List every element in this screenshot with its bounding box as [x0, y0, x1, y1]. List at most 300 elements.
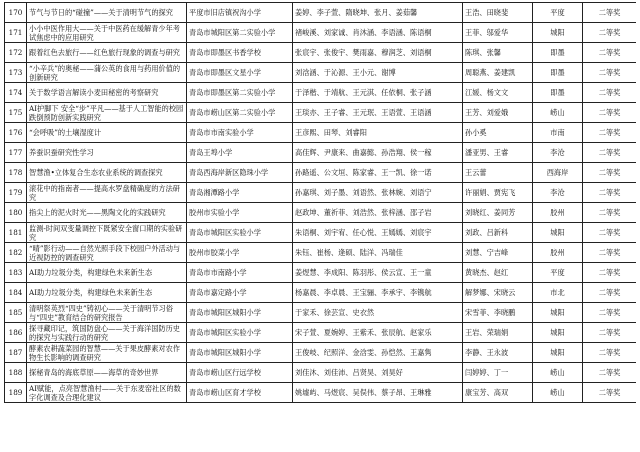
project-title-cell — [27, 263, 187, 283]
project-title-cell — [27, 243, 187, 263]
project-title: 清明祭英烈“四史”铸初心——关于清明节习俗与“四史”教育结合的研究报告 — [29, 303, 173, 322]
student-names: 张宸宇、张俊宇、樊雨嘉、穆润芝、刘语桐 — [295, 48, 432, 57]
teacher-names-cell — [463, 63, 533, 83]
teacher-names-cell — [463, 23, 533, 43]
table-row — [5, 283, 637, 303]
row-number-cell — [5, 43, 27, 63]
row-number-cell — [5, 103, 27, 123]
student-names-cell — [293, 83, 463, 103]
teacher-names: 王浩、田晓斐 — [465, 8, 509, 17]
table-row — [5, 383, 637, 403]
row-number: 179 — [8, 188, 23, 197]
project-title: 小小中医作用大——关于中医药在缓解青少年考试焦虑中的应用研究 — [29, 23, 180, 42]
student-names-cell — [293, 3, 463, 23]
district-cell — [533, 183, 583, 203]
district-cell — [533, 103, 583, 123]
student-names-cell — [293, 323, 463, 343]
row-number: 170 — [8, 8, 23, 17]
row-number-cell — [5, 163, 27, 183]
student-names: 宋子萱、夏婉婷、王紫禾、张辰航、赵家乐 — [295, 328, 432, 337]
school-name-cell — [187, 123, 293, 143]
student-names: 孙路遥、公文垣、陈家睿、王一凯、徐一诺 — [295, 168, 432, 177]
project-title: 探寻藏印记，筑国防盘心——关于海洋国防历史的探究与实践行动的研究 — [29, 323, 180, 342]
award-level: 二等奖 — [598, 268, 621, 277]
table-row — [5, 263, 637, 283]
table-row — [5, 123, 637, 143]
school-name-cell — [187, 103, 293, 123]
award-level-cell — [583, 283, 637, 303]
school-name: 胶州市实验小学 — [189, 208, 240, 217]
award-level-cell — [583, 83, 637, 103]
school-name-cell — [187, 143, 293, 163]
project-title-cell — [27, 283, 187, 303]
teacher-names: 闫婷婷、丁一 — [465, 368, 509, 377]
award-level-cell — [583, 303, 637, 323]
project-title: 关于数学语言解读小麦田秘密的考察研究 — [29, 88, 159, 97]
table-row — [5, 43, 637, 63]
award-level-cell — [583, 223, 637, 243]
teacher-names-cell — [463, 83, 533, 103]
table-row — [5, 63, 637, 83]
school-name: 青岛市城阳区实验小学 — [189, 228, 261, 237]
student-names-cell — [293, 23, 463, 43]
row-number-cell — [5, 123, 27, 143]
project-title-cell — [27, 63, 187, 83]
award-level: 二等奖 — [598, 328, 621, 337]
row-number-cell — [5, 63, 27, 83]
district: 即墨 — [550, 48, 565, 57]
award-level-cell — [583, 343, 637, 363]
district-cell — [533, 243, 583, 263]
teacher-names-cell — [463, 103, 533, 123]
district-cell — [533, 263, 583, 283]
district: 崂山 — [550, 108, 565, 117]
school-name: 青岛市城阳区城阳小学 — [189, 348, 261, 357]
school-name-cell — [187, 263, 293, 283]
table-row — [5, 183, 637, 203]
school-name: 青岛市城阳区实验小学 — [189, 328, 261, 337]
award-level-cell — [583, 63, 637, 83]
table-row — [5, 223, 637, 243]
district: 城阳 — [550, 328, 565, 337]
award-level: 二等奖 — [598, 108, 621, 117]
student-names: 杨嘉晨、李卓晨、王宝骊、李承宇、李镌航 — [295, 288, 432, 297]
school-name: 胶州市胶菜小学 — [189, 248, 240, 257]
student-names-cell — [293, 43, 463, 63]
row-number: 188 — [8, 368, 23, 377]
award-level: 二等奖 — [598, 148, 621, 157]
district: 胶州 — [550, 208, 565, 217]
row-number-cell — [5, 143, 27, 163]
teacher-names-cell — [463, 363, 533, 383]
table-row — [5, 243, 637, 263]
school-name: 青岛市崂山区育才学校 — [189, 388, 261, 397]
row-number: 180 — [8, 208, 23, 217]
district: 李沧 — [550, 148, 565, 157]
student-names-cell — [293, 303, 463, 323]
award-level: 二等奖 — [598, 88, 621, 97]
teacher-names-cell — [463, 163, 533, 183]
district-cell — [533, 163, 583, 183]
school-name: 青岛王埠小学 — [189, 148, 233, 157]
project-title: “会呼吸”的土壤湿度计 — [29, 128, 102, 137]
student-names: 于泽楷、于靖航、王元淇、任依桐、张子涵 — [295, 88, 432, 97]
award-level: 二等奖 — [598, 288, 621, 297]
row-number-cell — [5, 23, 27, 43]
school-name-cell — [187, 303, 293, 323]
award-level-cell — [583, 263, 637, 283]
district: 城阳 — [550, 348, 565, 357]
school-name: 青岛市城阳区第二实验小学 — [189, 28, 276, 37]
row-number: 183 — [8, 268, 23, 277]
row-number: 177 — [8, 148, 23, 157]
school-name-cell — [187, 183, 293, 203]
project-title: 指尖上的泥火时光——黑陶文化的实践研究 — [29, 208, 166, 217]
teacher-names-cell — [463, 383, 533, 403]
district-cell — [533, 123, 583, 143]
school-name-cell — [187, 223, 293, 243]
teacher-names-cell — [463, 223, 533, 243]
project-title: 跟着红色去旅行——红色旅行现象的调查与研究 — [29, 48, 180, 57]
teacher-names-cell — [463, 143, 533, 163]
student-names-cell — [293, 343, 463, 363]
project-title-cell — [27, 383, 187, 403]
district: 城阳 — [550, 28, 565, 37]
district: 市南 — [550, 128, 565, 137]
teacher-names-cell — [463, 123, 533, 143]
row-number: 185 — [8, 308, 23, 317]
project-title-cell — [27, 23, 187, 43]
student-names: 王琰亦、王子睿、王元珉、王语萱、王语涵 — [295, 108, 432, 117]
project-title-cell — [27, 323, 187, 343]
award-level: 二等奖 — [598, 368, 621, 377]
school-name: 青岛市即墨区第二实验小学 — [189, 88, 276, 97]
award-level-cell — [583, 123, 637, 143]
table-row — [5, 203, 637, 223]
student-names-cell — [293, 363, 463, 383]
teacher-names-cell — [463, 183, 533, 203]
project-title-cell — [27, 103, 187, 123]
row-number: 171 — [8, 28, 23, 37]
row-number: 189 — [8, 388, 23, 397]
district-cell — [533, 283, 583, 303]
teacher-names: 康宝芳、高双 — [465, 388, 509, 397]
student-names-cell — [293, 103, 463, 123]
row-number-cell — [5, 83, 27, 103]
teacher-names-cell — [463, 203, 533, 223]
teacher-names: 刘政、吕新科 — [465, 228, 509, 237]
district: 市北 — [550, 288, 565, 297]
student-names-cell — [293, 263, 463, 283]
project-title-cell — [27, 163, 187, 183]
award-level: 二等奖 — [598, 228, 621, 237]
project-title: 探秘青岛的海底草原——海草的奇妙世界 — [29, 368, 159, 377]
table-row — [5, 103, 637, 123]
award-level-cell — [583, 43, 637, 63]
district: 平度 — [550, 8, 565, 17]
award-level-cell — [583, 163, 637, 183]
student-names-cell — [293, 63, 463, 83]
project-title: “晴”影行动——自然光照手段下校园户外活动与近视防控的调查研究 — [29, 243, 181, 262]
teacher-names: 周聪燕、姜建凯 — [465, 68, 516, 77]
school-name: 青岛市即墨区书香学校 — [189, 48, 261, 57]
student-names-cell — [293, 383, 463, 403]
student-names: 姜煜慧、李成阳、陈羽彤、侯云宣、王一童 — [295, 268, 432, 277]
teacher-names: 解梦娜、宋晓云 — [465, 288, 516, 297]
district-cell — [533, 383, 583, 403]
school-name: 青岛市城阳区城阳小学 — [189, 308, 261, 317]
school-name-cell — [187, 383, 293, 403]
student-names-cell — [293, 203, 463, 223]
district-cell — [533, 63, 583, 83]
award-level: 二等奖 — [598, 168, 621, 177]
award-level: 二等奖 — [598, 8, 621, 17]
award-level: 二等奖 — [598, 308, 621, 317]
row-number: 174 — [8, 88, 23, 97]
teacher-names-cell — [463, 263, 533, 283]
table-row — [5, 343, 637, 363]
teacher-names-cell — [463, 343, 533, 363]
district: 崂山 — [550, 368, 565, 377]
row-number-cell — [5, 323, 27, 343]
table-row — [5, 23, 637, 43]
school-name: 青岛湘潭路小学 — [189, 188, 240, 197]
project-title-cell — [27, 183, 187, 203]
award-level: 二等奖 — [598, 48, 621, 57]
row-number-cell — [5, 383, 27, 403]
school-name-cell — [187, 363, 293, 383]
school-name-cell — [187, 203, 293, 223]
project-title: AI护脚下 安全“步”平凡——基于人工智能的校园跌倒预防创新实践研究 — [29, 103, 184, 122]
row-number-cell — [5, 203, 27, 223]
school-name: 青岛市崂山区行远学校 — [189, 368, 261, 377]
student-names: 于家禾、徐芸宣、史衣然 — [295, 308, 375, 317]
award-level-cell — [583, 103, 637, 123]
teacher-names: 潘亚男、王睿 — [465, 148, 509, 157]
teacher-names-cell — [463, 3, 533, 23]
project-title: 智慧渔•立体复合生态农业系统的调查探究 — [29, 168, 163, 177]
row-number: 178 — [8, 168, 23, 177]
student-names: 王彦熙、田琴、刘睿阳 — [295, 128, 367, 137]
district: 城阳 — [550, 308, 565, 317]
teacher-names: 孙小奚 — [465, 128, 487, 137]
teacher-names: 许丽娟、贾宪飞 — [465, 188, 516, 197]
district: 即墨 — [550, 68, 565, 77]
teacher-names-cell — [463, 243, 533, 263]
district-cell — [533, 363, 583, 383]
student-names: 孙嘉琪、刘子墨、刘语然、张林婉、刘语宁 — [295, 188, 432, 197]
row-number: 176 — [8, 128, 23, 137]
award-level-cell — [583, 143, 637, 163]
student-names-cell — [293, 283, 463, 303]
award-table — [4, 2, 636, 403]
project-title-cell — [27, 203, 187, 223]
table-row — [5, 3, 637, 23]
award-level: 二等奖 — [598, 248, 621, 257]
award-level: 二等奖 — [598, 188, 621, 197]
award-level-cell — [583, 183, 637, 203]
school-name: 平度市旧店镇祝沟小学 — [189, 8, 261, 17]
teacher-names: 李静、王永波 — [465, 348, 509, 357]
student-names: 姜婷、李子萱、隋晓坤、张月、姜茹馨 — [295, 8, 418, 17]
row-number-cell — [5, 303, 27, 323]
project-title: 养蚕识蚕研究性学习 — [29, 148, 94, 157]
district-cell — [533, 23, 583, 43]
row-number: 181 — [8, 228, 23, 237]
row-number-cell — [5, 3, 27, 23]
teacher-names: 刘晓红、姜同芳 — [465, 208, 516, 217]
project-title: 监测-时间双变量调控下既紧安全窗口期的实验研究 — [29, 223, 183, 242]
award-level: 二等奖 — [598, 388, 621, 397]
table-row — [5, 363, 637, 383]
school-name-cell — [187, 163, 293, 183]
school-name-cell — [187, 63, 293, 83]
award-level: 二等奖 — [598, 128, 621, 137]
award-level: 二等奖 — [598, 348, 621, 357]
school-name-cell — [187, 243, 293, 263]
project-title-cell — [27, 123, 187, 143]
district-cell — [533, 303, 583, 323]
project-title-cell — [27, 303, 187, 323]
award-level-cell — [583, 203, 637, 223]
school-name-cell — [187, 343, 293, 363]
teacher-names: 王云蕾 — [465, 168, 487, 177]
project-title-cell — [27, 223, 187, 243]
project-title-cell — [27, 363, 187, 383]
award-level-cell — [583, 23, 637, 43]
student-names: 高佳辉、尹康来、曲嘉懿、孙浩翔、侯一稼 — [295, 148, 432, 157]
teacher-names-cell — [463, 43, 533, 63]
award-level-cell — [583, 363, 637, 383]
project-title: 滚花中的指南者——提高水罗盘精确度的方法研究 — [29, 183, 180, 202]
district: 平度 — [550, 268, 565, 277]
student-names: 朱钰、崔杨、逄硕、陆洋、冯瑞佳 — [295, 248, 403, 257]
student-names: 赵政坤、董祈菲、刘浩然、张梓涵、邵子岩 — [295, 208, 432, 217]
district: 即墨 — [550, 88, 565, 97]
district: 胶州 — [550, 248, 565, 257]
school-name-cell — [187, 3, 293, 23]
school-name-cell — [187, 43, 293, 63]
district-cell — [533, 43, 583, 63]
award-level: 二等奖 — [598, 28, 621, 37]
school-name: 青岛西海岸新区隐珠小学 — [189, 168, 269, 177]
student-names: 刘佳沐、刘佳沛、吕贤昊、刘昊好 — [295, 368, 403, 377]
award-level-cell — [583, 243, 637, 263]
award-level-cell — [583, 3, 637, 23]
row-number-cell — [5, 243, 27, 263]
school-name-cell — [187, 23, 293, 43]
row-number-cell — [5, 363, 27, 383]
district-cell — [533, 3, 583, 23]
student-names: 王俊岐、纪照洋、金浛雯、孙恺然、王嘉隽 — [295, 348, 432, 357]
award-level: 二等奖 — [598, 208, 621, 217]
district-cell — [533, 143, 583, 163]
school-name: 青岛市嘉定路小学 — [189, 288, 247, 297]
row-number-cell — [5, 343, 27, 363]
project-title-cell — [27, 143, 187, 163]
project-title-cell — [27, 343, 187, 363]
student-names-cell — [293, 243, 463, 263]
row-number: 173 — [8, 68, 23, 77]
school-name: 青岛市即墨区文星小学 — [189, 68, 261, 77]
district: 西海岸 — [546, 168, 569, 177]
row-number: 182 — [8, 248, 23, 257]
row-number: 175 — [8, 108, 23, 117]
student-names: 刘浛涵、于沁源、王小元、谢博 — [295, 68, 396, 77]
table-row — [5, 143, 637, 163]
district: 崂山 — [550, 388, 565, 397]
teacher-names: 王菲、邬爱华 — [465, 28, 509, 37]
project-title-cell — [27, 83, 187, 103]
school-name-cell — [187, 283, 293, 303]
teacher-names: 刘慧、宁吉峰 — [465, 248, 509, 257]
school-name: 青岛市市南路小学 — [189, 268, 247, 277]
school-name: 青岛市市南实验小学 — [189, 128, 254, 137]
table-row — [5, 323, 637, 343]
teacher-names-cell — [463, 323, 533, 343]
teacher-names-cell — [463, 303, 533, 323]
teacher-names: 江媛、杨文文 — [465, 88, 509, 97]
project-title: AI助力垃圾分类，构建绿色未来新生态 — [29, 288, 153, 297]
table-row — [5, 303, 637, 323]
district: 城阳 — [550, 228, 565, 237]
project-title: 节气与节日的“碰撞”——关于清明节气的探究 — [29, 8, 173, 17]
district-cell — [533, 323, 583, 343]
district: 李沧 — [550, 188, 565, 197]
student-names-cell — [293, 183, 463, 203]
teacher-names: 黄晓杰、赵红 — [465, 268, 509, 277]
row-number: 184 — [8, 288, 23, 297]
project-title-cell — [27, 43, 187, 63]
table-row — [5, 163, 637, 183]
award-level-cell — [583, 323, 637, 343]
table-row — [5, 83, 637, 103]
project-title: “小辛兵”的奥秘——蒲公英的食用与药用价值的创新研究 — [29, 63, 181, 82]
student-names: 姚墟屿、马煜宸、吴俣伟、蔡子昂、王琳雅 — [295, 388, 432, 397]
project-title-cell — [27, 3, 187, 23]
teacher-names: 王岩、荣瑞娟 — [465, 328, 509, 337]
district-cell — [533, 83, 583, 103]
row-number-cell — [5, 263, 27, 283]
row-number-cell — [5, 223, 27, 243]
student-names: 褚峻溪、刘家诚、肖沐涵、李语涵、陈语桐 — [295, 28, 432, 37]
student-names-cell — [293, 223, 463, 243]
school-name-cell — [187, 323, 293, 343]
project-title: AI赋能，点亮智慧渔村——关于东麦窑社区的数字化调查及合理化建议 — [29, 383, 181, 402]
row-number: 172 — [8, 48, 23, 57]
district-cell — [533, 223, 583, 243]
project-title: 酵素农耕蔬菜园的智慧——关于果皮酵素对农作物生长影响的调查研究 — [29, 343, 180, 362]
award-level: 二等奖 — [598, 68, 621, 77]
row-number-cell — [5, 283, 27, 303]
district-cell — [533, 203, 583, 223]
student-names-cell — [293, 163, 463, 183]
row-number: 187 — [8, 348, 23, 357]
teacher-names: 宋雪菲、李晓鹏 — [465, 308, 516, 317]
teacher-names-cell — [463, 283, 533, 303]
student-names-cell — [293, 143, 463, 163]
teacher-names: 王芳、刘爱娥 — [465, 108, 509, 117]
table-body — [5, 3, 637, 403]
student-names-cell — [293, 123, 463, 143]
row-number-cell — [5, 183, 27, 203]
district-cell — [533, 343, 583, 363]
teacher-names: 陈琪、张馨 — [465, 48, 501, 57]
school-name: 青岛市崂山区第二实验小学 — [189, 108, 276, 117]
school-name-cell — [187, 83, 293, 103]
student-names: 朱语桐、刘宇宥、任心悦、王嫣嫣、刘宸宇 — [295, 228, 432, 237]
project-title: AI助力垃圾分类，构建绿色未来新生态 — [29, 268, 153, 277]
